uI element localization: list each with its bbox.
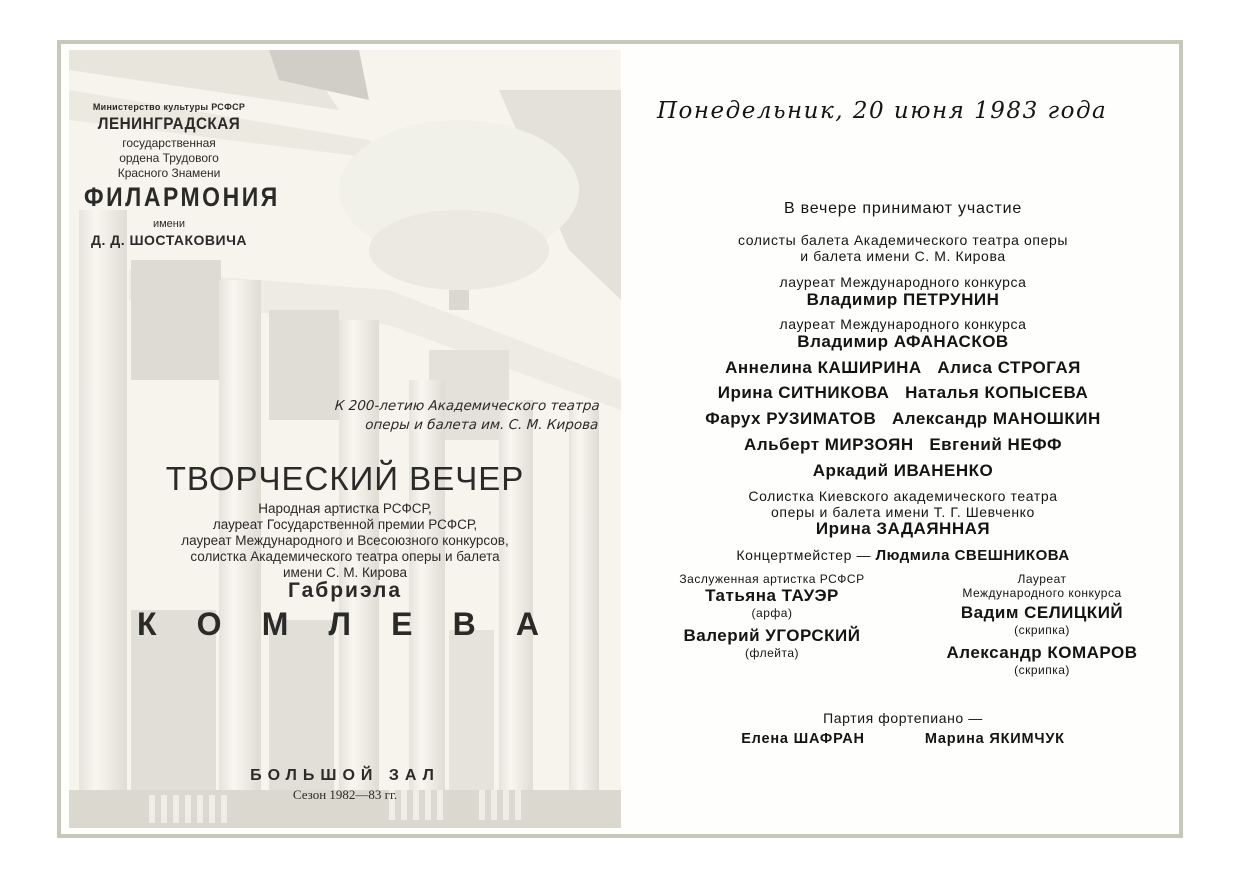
- artist-titles: [69, 501, 621, 581]
- artist-last-name: [69, 606, 621, 643]
- ministry-line: Министерство культуры РСФСР: [92, 102, 246, 112]
- kiev-soloist-line: оперы и балета имени Т. Г. Шевченко: [771, 504, 1035, 520]
- title-line: имени С. М. Кирова: [282, 565, 408, 580]
- left-column: [652, 572, 892, 660]
- event-title: ТВОРЧЕСКИЙ ВЕЧЕР: [165, 460, 525, 497]
- laureate-label: лауреат Международного конкурса: [779, 316, 1027, 332]
- anniversary-note: [248, 397, 601, 435]
- ballet-soloists-line: солисты балета Академического театра оперы: [737, 232, 1069, 248]
- instrument: (скрипка): [1014, 623, 1070, 637]
- letter: Е: [391, 606, 413, 642]
- letter: Л: [328, 606, 351, 642]
- artist-first-name: Габриэла: [287, 579, 403, 602]
- hall-name: БОЛЬШОЙ ЗАЛ: [250, 767, 440, 784]
- instrument: (арфа): [751, 606, 793, 620]
- title-line: лауреат Международного и Всесоюзного конкурсов,: [181, 533, 509, 548]
- state-line: Красного Знамени: [117, 166, 221, 180]
- season-label: Сезон 1982—83 гг.: [292, 787, 398, 802]
- performer-name: Александр КОМАРОВ: [946, 643, 1138, 662]
- instrument: (скрипка): [1014, 663, 1070, 677]
- anniversary-line: оперы и балета им. С. М. Кирова: [364, 417, 599, 433]
- accompanist-label: Концертмейстер —: [736, 547, 876, 563]
- dancer-row: Аннелина КАШИРИНА Алиса СТРОГАЯ: [725, 358, 1081, 377]
- title-line: солистка Академического театра оперы и балета: [190, 549, 500, 564]
- state-line: ордена Трудового: [119, 151, 219, 165]
- pianist-name: Елена ШАФРАН: [741, 731, 865, 747]
- letter: В: [452, 606, 476, 642]
- pianists-row: [627, 731, 1179, 747]
- shostakovich-name: Д. Д. ШОСТАКОВИЧА: [90, 232, 248, 248]
- letter: М: [261, 606, 289, 642]
- right-column: [927, 572, 1157, 677]
- dancer-row: Фарух РУЗИМАТОВ Александр МАНОШКИН: [705, 409, 1101, 428]
- pianist-name: Марина ЯКИМЧУК: [924, 731, 1065, 747]
- honor-title: Лауреат: [1017, 572, 1067, 586]
- program-frame: [57, 40, 1183, 838]
- title-line: лауреат Государственной премии РСФСР,: [212, 517, 478, 532]
- performer-name: Валерий УГОРСКИЙ: [683, 626, 861, 645]
- honor-title: Заслуженная артистка РСФСР: [679, 572, 865, 586]
- participants-intro: В вечере принимают участие: [783, 200, 1023, 217]
- anniversary-line: К 200-летию Академического театра: [334, 398, 601, 414]
- philharmonic-title: ФИЛАРМОНИЯ: [84, 182, 280, 212]
- kiev-soloist-line: Солистка Киевского академического театра: [748, 488, 1058, 504]
- dancer-row: Ирина СИТНИКОВА Наталья КОПЫСЕВА: [717, 383, 1089, 402]
- letter: А: [515, 606, 539, 642]
- state-line: государственная: [122, 136, 216, 150]
- performer-name: Владимир ПЕТРУНИН: [806, 290, 1000, 309]
- performer-name: Владимир АФАНАСКОВ: [797, 332, 1009, 351]
- letter: О: [196, 606, 222, 642]
- piano-label: Партия фортепиано —: [823, 710, 983, 726]
- ballet-soloists-line: и балета имени С. М. Кирова: [800, 248, 1006, 264]
- program-page: [627, 44, 1179, 834]
- laureate-label: лауреат Международного конкурса: [779, 274, 1027, 290]
- accompanist-name: Людмила СВЕШНИКОВА: [875, 547, 1070, 564]
- performer-name: Вадим СЕЛИЦКИЙ: [960, 603, 1124, 622]
- state-lines: [69, 136, 269, 181]
- honor-title: Международного конкурса: [962, 586, 1122, 600]
- cover-page: [69, 50, 621, 828]
- title-line: Народная артистка РСФСР,: [258, 501, 432, 516]
- performer-name: Татьяна ТАУЭР: [705, 586, 839, 605]
- dancer-row: Аркадий ИВАНЕНКО: [812, 461, 994, 480]
- performer-name: Ирина ЗАДАЯННАЯ: [815, 519, 991, 538]
- dancer-row: Альберт МИРЗОЯН Евгений НЕФФ: [744, 435, 1062, 454]
- letter: К: [137, 606, 157, 642]
- city-line: ЛЕНИНГРАДСКАЯ: [97, 114, 241, 133]
- named-label: имени: [152, 218, 186, 230]
- instrument: (флейта): [744, 646, 799, 660]
- accompanist-line: [627, 547, 1179, 565]
- event-date: Понедельник, 20 июня 1983 года: [657, 98, 1108, 124]
